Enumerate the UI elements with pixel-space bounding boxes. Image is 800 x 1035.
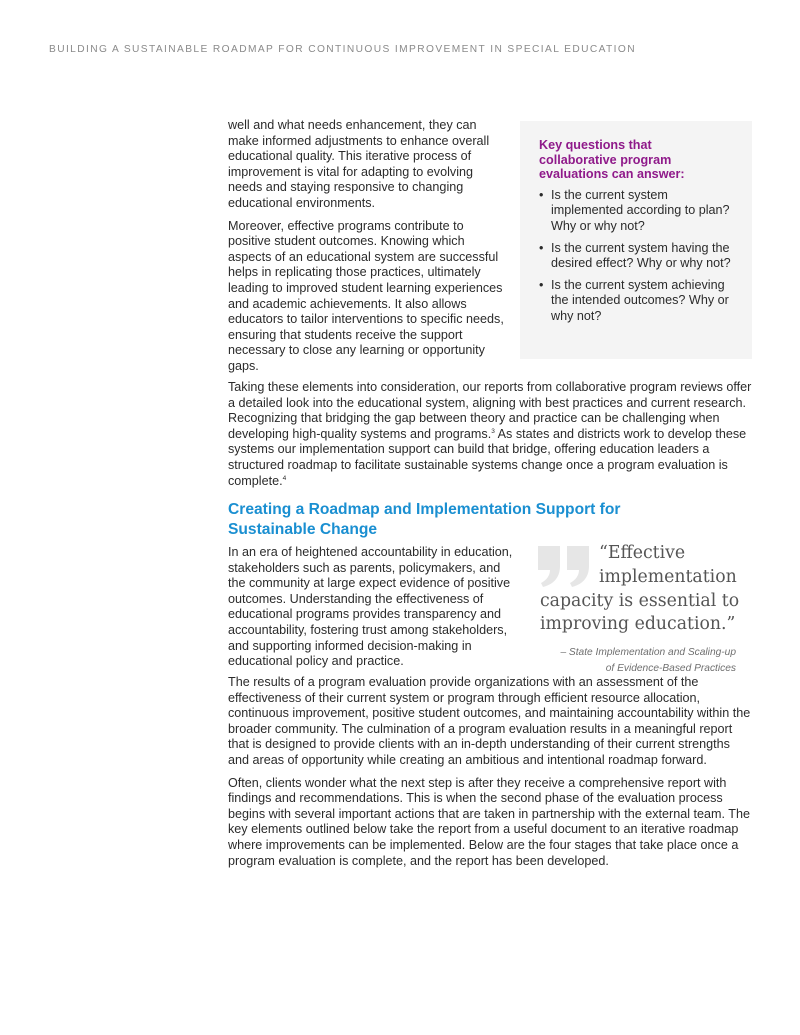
intro-column (228, 118, 508, 382)
intro-paragraph: well and what needs enhancement, they can make informed adjustments to enhance overall educational quality. This iterative process of improvement is vital for adapting to evolving needs and staying responsive to changing educational environments. (228, 118, 490, 210)
attribution-line: of Evidence-Based Practices (605, 662, 736, 674)
list-item-text: Is the current system achieving the intended outcomes? Why or why not? (551, 277, 729, 323)
attribution-line: – State Implementation and Scaling-up (560, 647, 736, 658)
intro-paragraph: Moreover, effective programs contribute to positive student outcomes. Knowing which aspects of an educational system are successful helps in replicating those practices, ultimately leading to improved student learning experiences and academic achievements. It also allows educators to tailor interventions to specific needs, ensuring that students receive the support necessary to close any learning or opportunity gaps. (228, 218, 504, 373)
considerations-block (228, 380, 752, 496)
list-item-text: Is the current system having the desired effect? Why or why not? (551, 240, 731, 271)
pull-quote-line: capacity is essential to improving education.” (540, 590, 740, 635)
pull-quote-line: implementation (599, 566, 737, 587)
section-intro-column (228, 545, 518, 670)
key-questions-list (539, 188, 734, 325)
footnote-marker: 3 (491, 427, 495, 435)
bullet-icon: • (539, 240, 544, 255)
running-header: BUILDING A SUSTAINABLE ROADMAP FOR CONTINUOUS IMPROVEMENT IN SPECIAL EDUCATION (49, 44, 636, 55)
footnote-marker: 4 (282, 474, 287, 482)
list-item (539, 188, 734, 235)
bullet-icon: • (539, 277, 544, 292)
list-item (539, 278, 734, 325)
pull-quote-line: “Effective (599, 543, 686, 563)
list-item (539, 241, 734, 272)
pull-quote (540, 542, 740, 637)
section-body (228, 675, 752, 876)
considerations-text: As states and districts work to develop these systems our implementation support can build that bridge, offering education leaders a structured roadmap to facilitate sustainable systems change once a program evaluation is complete. (228, 426, 747, 488)
section-heading: Creating a Roadmap and Implementation Support for Sustainable Change (228, 501, 621, 538)
considerations-text: Taking these elements into consideration, our reports from collaborative program reviews offer a detailed look into the educational system, aligning with best practices and current research. Recognizing that bridging the gap between theory and practice can be challenging when developing high-quality systems and programs. (228, 380, 752, 441)
considerations-paragraph (228, 380, 752, 489)
bullet-icon: • (539, 187, 544, 202)
section-paragraph: In an era of heightened accountability in education, stakeholders such as parents, policymakers, and the community at large expect evidence of positive outcomes. Understanding the effectiveness of educational programs provides transparency and accountability, fostering trust among stakeholders, and supporting informed decision-making in educational policy and practice. (228, 545, 513, 669)
pull-quote-attribution (540, 645, 736, 676)
list-item-text: Is the current system implemented according to plan? Why or why not? (551, 187, 730, 233)
section-paragraph: Often, clients wonder what the next step is after they receive a comprehensive report with findings and recommendations. This is when the second phase of the evaluation process begins with several important actions that are taken in partnership with the external team. The key elements outlined below take the report from a useful document to an iterative roadmap where improvements can be implemented. Below are the four stages that take place once a program evaluation is complete, and the report has been developed. (228, 775, 750, 868)
key-questions-sidebar (520, 121, 752, 359)
section-paragraph: The results of a program evaluation provide organizations with an assessment of the effectiveness of their current system or program through efficient resource allocation, continuous improvement, positive student outcomes, and maintaining accountability within the broader community. The culmination of a program evaluation results in a meaningful report that is designed to provide clients with an in-depth understanding of their current strengths and areas of opportunity while creating an ambitious and intentional roadmap forward. (228, 675, 751, 767)
sidebar-title: Key questions that collaborative program evaluations can answer: (539, 138, 685, 182)
